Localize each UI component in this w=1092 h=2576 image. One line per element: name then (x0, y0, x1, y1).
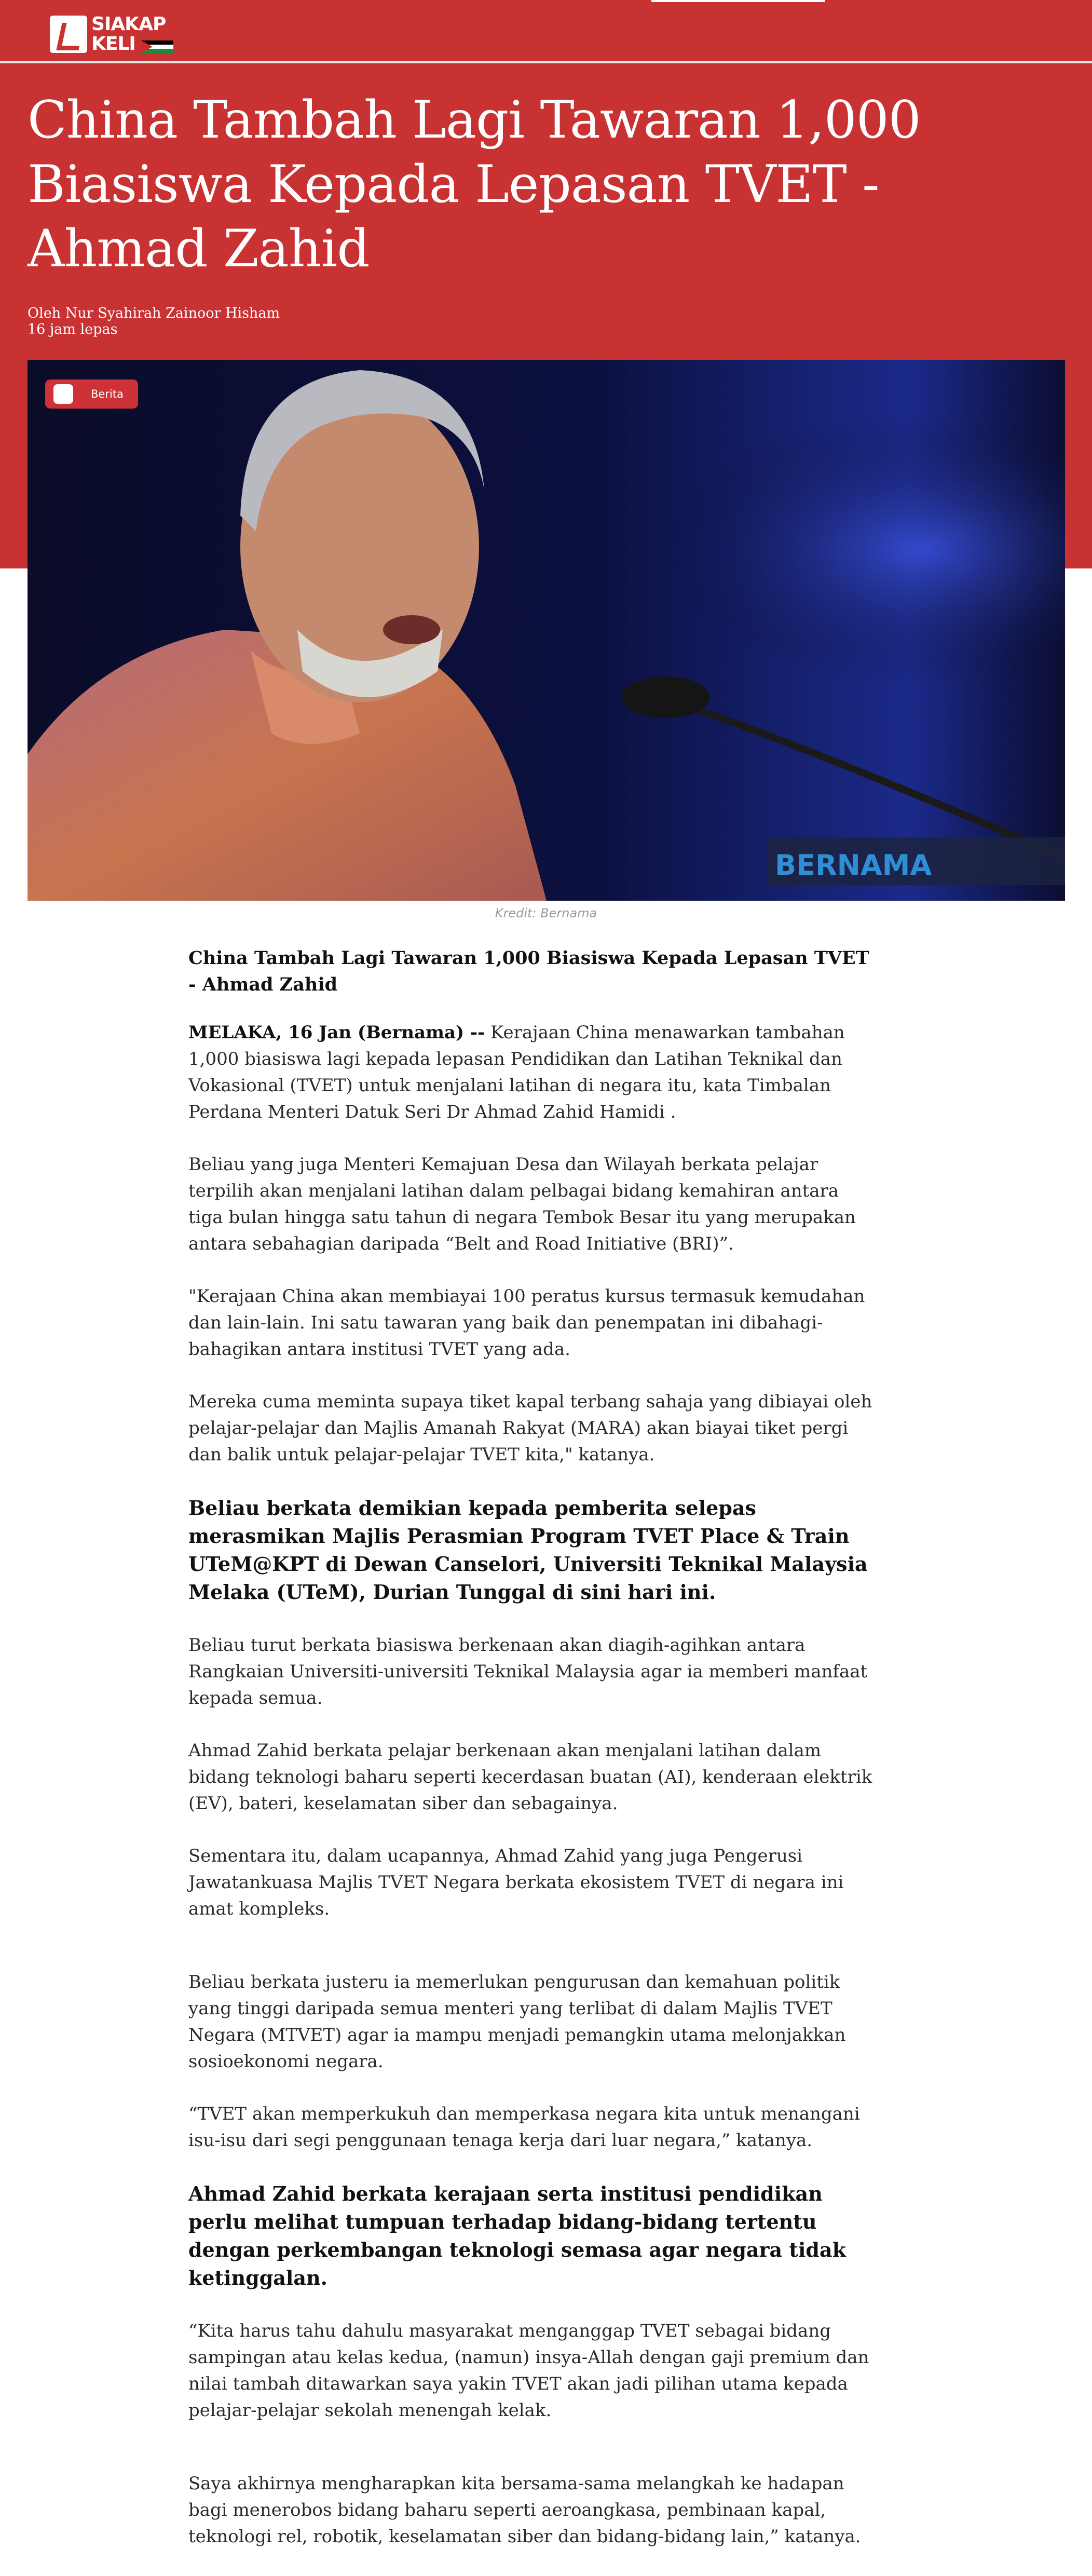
paragraph-7: Ahmad Zahid berkata pelajar berkenaan akan menjalani latihan dalam bidang teknologi baharu seperti kecerdasan buatan (AI), kenderaan elektrik (EV), bateri, keselamatan siber dan sebagainya. (188, 1740, 872, 1814)
paragraph-12: “Kita harus tahu dahulu masyarakat menganggap TVET sebagai bidang sampingan atau kelas kedua, (namun) insya-Allah dengan gaji premium dan nilai tambah ditawarkan saya yakin TVET akan jadi pilihan utama kepada pelajar-pelajar sekolah menengah kelak. (188, 2321, 869, 2421)
paragraph-2: Beliau yang juga Menteri Kemajuan Desa dan Wilayah berkata pelajar terpilih akan menjalani latihan dalam pelbagai bidang kemahiran antara tiga bulan hingga satu tahun di negara Tembok Besar itu yang merupakan antara sebahagian daripada “Belt and Road Initiative (BRI)”. (188, 1154, 856, 1254)
site-logo[interactable] (50, 15, 177, 56)
paragraph-1-text: Kerajaan China menawarkan tambahan 1,000 biasiswa lagi kepada lepasan Pendidikan dan Latihan Teknikal dan Vokasional (TVET) untuk menjalani latihan di negara itu, kata Timbalan Perdana Menteri Datuk Seri Dr Ahmad Zahid Hamidi . (188, 1022, 845, 1122)
image-credit: Kredit: Bernama (495, 906, 597, 920)
dateline: MELAKA, 16 Jan (Bernama) -- (188, 1022, 485, 1043)
nav-indicator (651, 0, 825, 2)
publish-time: 16 jam lepas (28, 321, 118, 337)
paragraph-13: Saya akhirnya mengharapkan kita bersama-sama melangkah ke hadapan bagi menerobos bidang baharu seperti aeroangkasa, pembinaan kapal, teknologi rel, robotik, keselamatan siber dan bidang-bidang lain,” katanya. (188, 2473, 861, 2547)
palestine-flag-icon (141, 40, 173, 53)
paragraph-9: Beliau berkata justeru ia memerlukan pengurusan dan kemahuan politik yang tinggi daripada semua menteri yang terlibat di dalam Majlis TVET Negara (MTVET) agar ia mampu menjadi pemangkin utama melonjakkan sosioekonomi negara. (188, 1972, 846, 2072)
article-byline (28, 305, 280, 337)
paragraph-3: "Kerajaan China akan membiayai 100 peratus kursus termasuk kemudahan dan lain-lain. Ini satu tawaran yang baik dan penempatan ini dibahagi-bahagikan antara institusi TVET yang ada. (188, 1286, 865, 1360)
article-title: China Tambah Lagi Tawaran 1,000 Biasiswa Kepada Lepasan TVET - Ahmad Zahid (28, 90, 921, 279)
paragraph-1 (188, 1020, 879, 1126)
logo-line-1: SIAKAP (91, 13, 166, 35)
paragraph-4: Mereka cuma meminta supaya tiket kapal terbang sahaja yang dibiayai oleh pelajar-pelajar dan Majlis Amanah Rakyat (MARA) akan biayai tiket pergi dan balik untuk pelajar-pelajar TVET kita," katanya. (188, 1391, 872, 1465)
category-label: Berita (91, 388, 124, 400)
logo-mark-icon (50, 16, 87, 53)
paragraph-10: “TVET akan memperkukuh dan memperkasa negara kita untuk menangani isu-isu dari segi penggunaan tenaga kerja dari luar negara,” katanya. (188, 2104, 860, 2151)
paragraph-8: Sementara itu, dalam ucapannya, Ahmad Zahid yang juga Pengerusi Jawatankuasa Majlis TVET Negara berkata ekosistem TVET di negara ini amat kompleks. (188, 1846, 844, 1919)
hero-photo (28, 360, 1065, 901)
paragraph-11-highlight: Ahmad Zahid berkata kerajaan serta institusi pendidikan perlu melihat tumpuan terhadap bidang-bidang tertentu dengan perkembangan teknologi semasa agar negara tidak ketinggalan. (188, 2182, 846, 2289)
author[interactable]: Oleh Nur Syahirah Zainoor Hisham (28, 305, 280, 321)
category-badge[interactable] (45, 379, 138, 409)
nav-divider (0, 61, 1092, 63)
hero-image (28, 360, 1065, 901)
article-body (188, 945, 879, 2576)
article-lead-title: China Tambah Lagi Tawaran 1,000 Biasiswa Kepada Lepasan TVET - Ahmad Zahid (188, 947, 869, 995)
paragraph-6: Beliau turut berkata biasiswa berkenaan akan diagih-agihkan antara Rangkaian Universiti-universiti Teknikal Malaysia agar ia memberi manfaat kepada semua. (188, 1635, 868, 1709)
paragraph-5-highlight: Beliau berkata demikian kepada pemberita selepas merasmikan Majlis Perasmian Program TVET Place & Train UTeM@KPT di Dewan Canselori, Universiti Teknikal Malaysia Melaka (UTeM), Durian Tunggal di sini hari ini. (188, 1496, 868, 1604)
logo-line-2: KELI (91, 33, 135, 55)
image-watermark: BERNAMA (775, 849, 932, 882)
top-navigation-bar (0, 0, 1092, 63)
category-icon (53, 384, 73, 404)
